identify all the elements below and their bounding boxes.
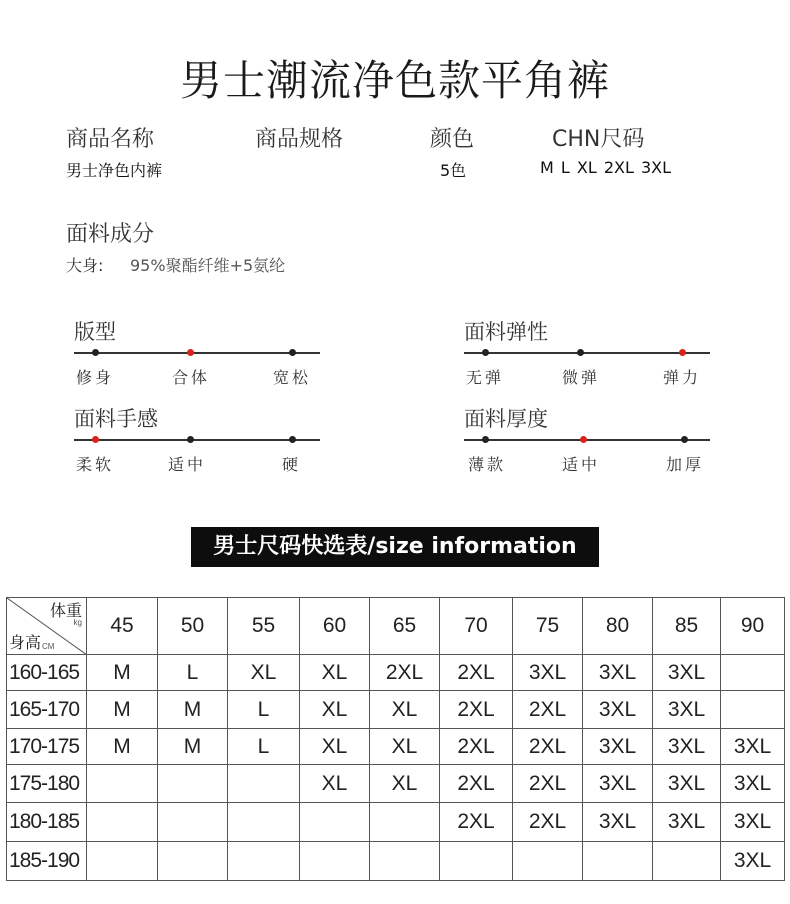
table-row: [7, 655, 785, 691]
thickness-scale-dot: [482, 436, 489, 443]
thickness-scale-dot: [681, 436, 688, 443]
size-cell: [158, 803, 228, 842]
size-chart-corner: [7, 598, 87, 655]
size-cell: 3XL: [583, 655, 653, 691]
size-cell: 2XL: [440, 691, 513, 729]
size-cell: [721, 655, 785, 691]
size-cell: 2XL: [440, 655, 513, 691]
size-cell: 2XL: [513, 803, 583, 842]
fit-scale-line: [74, 352, 320, 354]
size-cell: 3XL: [513, 655, 583, 691]
hand-feel-scale-dot: [289, 436, 296, 443]
size-cell: 3XL: [721, 803, 785, 842]
size-cell: XL: [300, 691, 370, 729]
product-color-value: 5色: [440, 161, 467, 180]
size-cell: [87, 803, 158, 842]
size-cell: [513, 842, 583, 881]
size-cell: M: [87, 691, 158, 729]
size-cell: [653, 842, 721, 881]
thickness-option-label: 适中: [562, 455, 601, 474]
size-cell: [228, 765, 300, 803]
table-row: [7, 691, 785, 729]
size-cell: M: [87, 729, 158, 765]
thickness-option-label: 薄款: [468, 455, 507, 474]
size-cell: XL: [370, 729, 440, 765]
page-title: 男士潮流净色款平角裤: [179, 56, 610, 105]
size-cell: L: [228, 729, 300, 765]
elasticity-scale-dot: [482, 349, 489, 356]
fabric-body-label: 大身:: [66, 256, 104, 275]
size-cell: 3XL: [583, 691, 653, 729]
size-cell: L: [228, 691, 300, 729]
size-cell: [370, 803, 440, 842]
size-cell: 3XL: [583, 803, 653, 842]
size-cell: 3XL: [583, 729, 653, 765]
size-cell: 2XL: [370, 655, 440, 691]
size-cell: [87, 842, 158, 881]
size-cell: XL: [370, 691, 440, 729]
size-cell: XL: [300, 729, 370, 765]
size-cell: L: [158, 655, 228, 691]
size-cell: 3XL: [721, 729, 785, 765]
elasticity-option-label: 弹力: [663, 368, 702, 387]
size-cell: 2XL: [440, 803, 513, 842]
product-spec-label: 商品规格: [255, 127, 344, 152]
product-size-value: M L XL 2XL 3XL: [540, 158, 672, 177]
weight-header-cell: 70: [440, 598, 513, 655]
weight-unit: kg: [73, 618, 82, 627]
thickness-scale-dot: [580, 436, 587, 443]
size-cell: XL: [370, 765, 440, 803]
thickness-scale-title: 面料厚度: [464, 407, 548, 431]
height-row-label: 180-185: [7, 803, 87, 842]
size-cell: 3XL: [721, 765, 785, 803]
weight-header-cell: 60: [300, 598, 370, 655]
size-cell: 3XL: [653, 765, 721, 803]
size-cell: [583, 842, 653, 881]
size-cell: [440, 842, 513, 881]
height-axis-label: 身高: [9, 635, 42, 652]
fit-option-label: 宽松: [273, 368, 312, 387]
weight-header-cell: 45: [87, 598, 158, 655]
elasticity-scale-line: [464, 352, 710, 354]
size-cell: [721, 691, 785, 729]
elasticity-scale-title: 面料弹性: [464, 320, 548, 344]
hand-feel-scale-dot: [92, 436, 99, 443]
elasticity-option-label: 微弹: [562, 368, 601, 387]
weight-header-cell: 85: [653, 598, 721, 655]
elasticity-option-label: 无弹: [466, 368, 505, 387]
size-cell: M: [158, 729, 228, 765]
height-row-label: 185-190: [7, 842, 87, 881]
size-cell: XL: [228, 655, 300, 691]
height-row-label: 160-165: [7, 655, 87, 691]
height-row-label: 165-170: [7, 691, 87, 729]
size-cell: 3XL: [653, 729, 721, 765]
size-cell: XL: [300, 765, 370, 803]
fit-option-label: 合体: [172, 368, 211, 387]
size-chart-banner: 男士尺码快选表/size information: [191, 527, 599, 567]
fabric-body-value: 95%聚酯纤维+5氨纶: [130, 256, 286, 275]
product-name-value: 男士净色内裤: [66, 161, 163, 180]
size-cell: M: [87, 655, 158, 691]
weight-header-cell: 55: [228, 598, 300, 655]
weight-axis-label: 体重: [49, 603, 82, 620]
hand-feel-option-label: 适中: [168, 455, 207, 474]
size-cell: M: [158, 691, 228, 729]
fit-scale-title: 版型: [74, 320, 116, 344]
height-row-label: 175-180: [7, 765, 87, 803]
size-cell: 2XL: [440, 765, 513, 803]
size-cell: [300, 803, 370, 842]
hand-feel-scale-line: [74, 439, 320, 441]
size-cell: 2XL: [513, 691, 583, 729]
size-cell: 3XL: [653, 655, 721, 691]
weight-header-cell: 90: [721, 598, 785, 655]
hand-feel-option-label: 硬: [282, 455, 302, 474]
size-cell: [228, 803, 300, 842]
height-row-label: 170-175: [7, 729, 87, 765]
product-color-label: 颜色: [430, 127, 475, 152]
product-size-label: CHN尺码: [552, 127, 645, 152]
size-cell: [370, 842, 440, 881]
size-cell: XL: [300, 655, 370, 691]
fit-scale-dot: [187, 349, 194, 356]
height-unit: CM: [42, 642, 55, 651]
table-row: [7, 729, 785, 765]
weight-header-cell: 50: [158, 598, 228, 655]
size-cell: 2XL: [513, 729, 583, 765]
size-cell: 3XL: [721, 842, 785, 881]
weight-header-cell: 75: [513, 598, 583, 655]
elasticity-scale-dot: [577, 349, 584, 356]
weight-header-cell: 65: [370, 598, 440, 655]
size-cell: 2XL: [440, 729, 513, 765]
product-name-label: 商品名称: [66, 127, 155, 152]
fit-scale-dot: [92, 349, 99, 356]
size-chart-table: [6, 597, 785, 881]
thickness-scale-line: [464, 439, 710, 441]
size-cell: [158, 842, 228, 881]
table-row: [7, 803, 785, 842]
fit-option-label: 修身: [76, 368, 115, 387]
size-cell: [158, 765, 228, 803]
hand-feel-option-label: 柔软: [76, 455, 115, 474]
table-row: [7, 765, 785, 803]
hand-feel-scale-title: 面料手感: [74, 407, 158, 431]
weight-header-cell: 80: [583, 598, 653, 655]
size-cell: 2XL: [513, 765, 583, 803]
thickness-option-label: 加厚: [666, 455, 705, 474]
size-cell: [228, 842, 300, 881]
size-cell: 3XL: [583, 765, 653, 803]
size-cell: [87, 765, 158, 803]
size-cell: [300, 842, 370, 881]
table-row: [7, 842, 785, 881]
hand-feel-scale-dot: [187, 436, 194, 443]
fabric-heading: 面料成分: [66, 222, 155, 247]
size-chart-header-row: [7, 598, 785, 655]
size-cell: 3XL: [653, 803, 721, 842]
fit-scale-dot: [289, 349, 296, 356]
size-cell: 3XL: [653, 691, 721, 729]
elasticity-scale-dot: [679, 349, 686, 356]
